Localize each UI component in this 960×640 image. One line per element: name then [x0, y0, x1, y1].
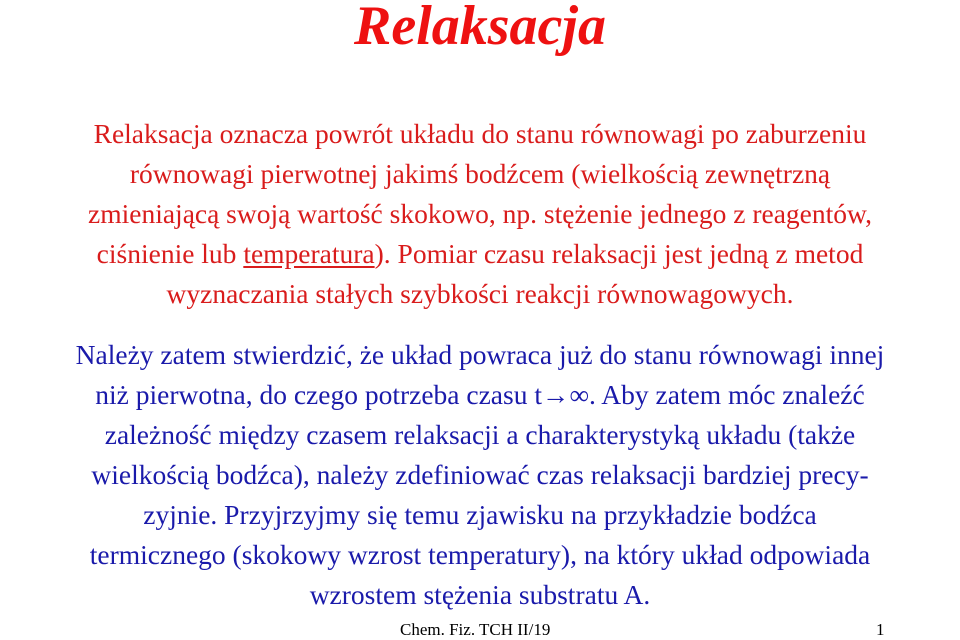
text-line: równowagi pierwotnej jakimś bodźcem (wielkością zewnętrzną [129, 158, 831, 189]
page-number: 1 [876, 620, 885, 639]
intro-paragraph [0, 114, 960, 314]
text-line: wzrostem stężenia substratu A. [309, 579, 651, 610]
text-line: zyjnie. Przyjrzyjmy się temu zjawisku na przykładzie bodźca [143, 499, 817, 530]
footer-course-label: Chem. Fiz. TCH II/19 [400, 620, 551, 639]
text-line: wielkością bodźca), należy zdefiniować czas relaksacji bardziej precy- [91, 459, 869, 490]
text-line: termicznego (skokowy wzrost temperatury), na który układ odpowiada [89, 539, 871, 570]
text-line: niż pierwotna, do czego potrzeba czasu t→∞. Aby zatem móc znaleźć [95, 379, 865, 410]
text-line: zmieniającą swoją wartość skokowo, np. stężenie jednego z reagentów, [88, 198, 872, 229]
text-segment: ). Pomiar czasu relaksacji jest jedną z metod [374, 238, 864, 269]
text-line: Relaksacja oznacza powrót układu do stanu równowagi po zaburzeniu [93, 118, 867, 149]
text-line [0, 234, 960, 274]
text-segment: ciśnienie lub [96, 238, 244, 269]
text-line: zależność między czasem relaksacji a charakterystyką układu (także [104, 419, 856, 450]
text-line: wyznaczania stałych szybkości reakcji równowagowych. [166, 278, 794, 309]
page-title: Relaksacja [354, 0, 606, 57]
temperatura-link[interactable]: temperatura [243, 238, 375, 269]
explanation-paragraph [0, 335, 960, 615]
text-line: Należy zatem stwierdzić, że układ powraca już do stanu równowagi innej [75, 339, 885, 370]
